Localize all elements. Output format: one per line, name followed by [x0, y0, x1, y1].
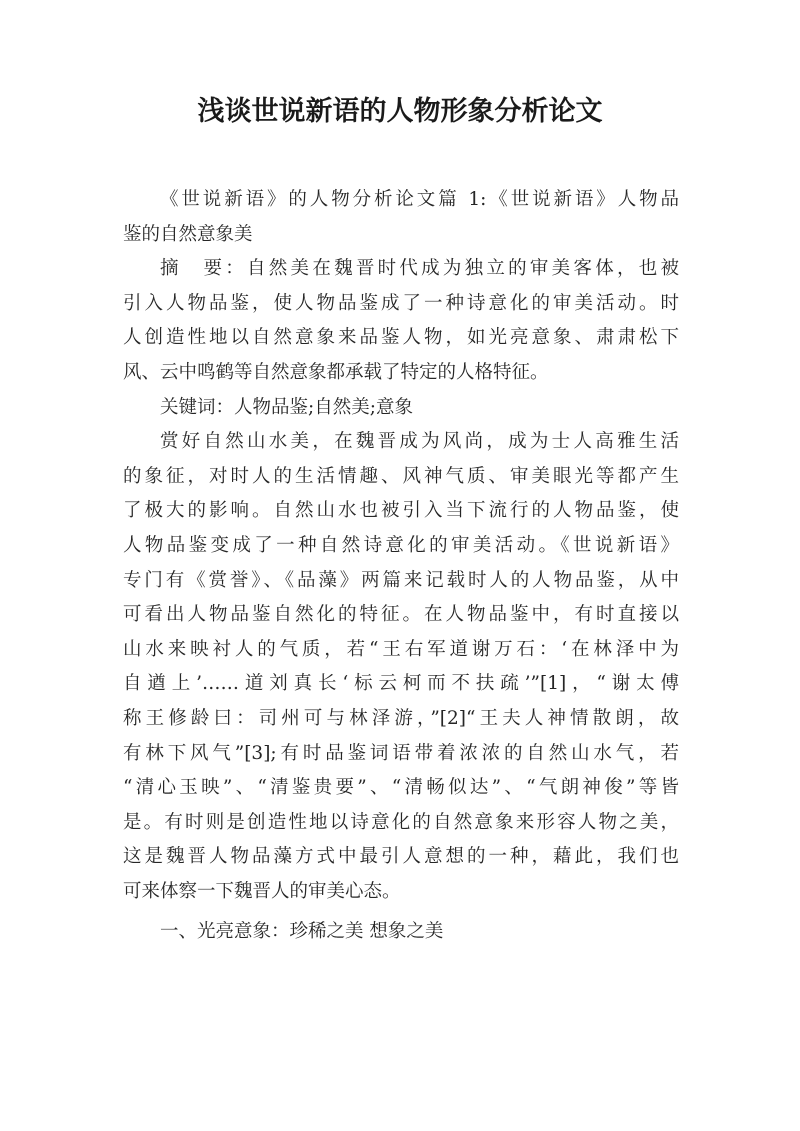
text-line: 赏好自然山水美，在魏晋成为风尚，成为士人高雅生活 — [160, 431, 679, 453]
text-line: 这是魏晋人物品藻方式中最引人意想的一种，藉此，我们也 — [123, 846, 679, 868]
text-line: 山水来映衬人的气质，若“王右军道谢万石：‘在林泽中为 — [123, 638, 679, 660]
body-paragraph-1 — [123, 425, 679, 909]
document-title: 浅谈世说新语的人物形象分析论文 — [197, 96, 603, 127]
keywords-paragraph — [123, 391, 679, 426]
text-line: 风、云中鸣鹤等自然意象都承载了特定的人格特征。 — [123, 361, 549, 383]
text-line: 鉴的自然意象美 — [123, 223, 253, 245]
document-body — [123, 183, 679, 950]
text-line: 可来体察一下魏晋人的审美心态。 — [123, 880, 401, 902]
text-line: 了极大的影响。自然山水也被引入当下流行的人物品鉴，使 — [123, 500, 679, 522]
text-line: 可看出人物品鉴自然化的特征。在人物品鉴中，有时直接以 — [123, 604, 679, 626]
text-line: 摘 要：自然美在魏晋时代成为独立的审美客体，也被 — [160, 258, 679, 280]
abstract-paragraph — [123, 252, 679, 390]
text-line: 一、光亮意象：珍稀之美 想象之美 — [160, 921, 444, 943]
text-line: 称王修龄曰：司州可与林泽游，”[2]“王夫人神情散朗，故 — [123, 707, 679, 729]
text-line: 专门有《赏誉》、《品藻》两篇来记载时人的人物品鉴，从中 — [123, 569, 679, 591]
text-line: 引入人物品鉴，使人物品鉴成了一种诗意化的审美活动。时 — [123, 292, 679, 314]
text-line: “清心玉映”、“清鉴贵要”、“清畅似达”、“气朗神俊”等皆 — [123, 777, 679, 799]
text-line: 自遒上’……道刘真长‘标云柯而不扶疏’”[1]，“谢太傅 — [123, 673, 679, 695]
text-line: 是。有时则是创造性地以诗意化的自然意象来形容人物之美， — [123, 811, 679, 833]
text-line: 关键词：人物品鉴;自然美;意象 — [160, 396, 413, 418]
text-line: 人创造性地以自然意象来品鉴人物，如光亮意象、肃肃松下 — [123, 327, 679, 349]
section-heading-1 — [123, 183, 679, 252]
text-line: 《世说新语》的人物分析论文篇 1:《世说新语》人物品 — [160, 189, 679, 210]
text-line: 人物品鉴变成了一种自然诗意化的审美活动。《世说新语》 — [123, 534, 679, 556]
text-line: 有林下风气”[3];有时品鉴词语带着浓浓的自然山水气，若 — [123, 742, 679, 764]
text-line: 的象征，对时人的生活情趣、风神气质、审美眼光等都产生 — [123, 465, 679, 487]
subsection-heading-1 — [123, 915, 679, 950]
